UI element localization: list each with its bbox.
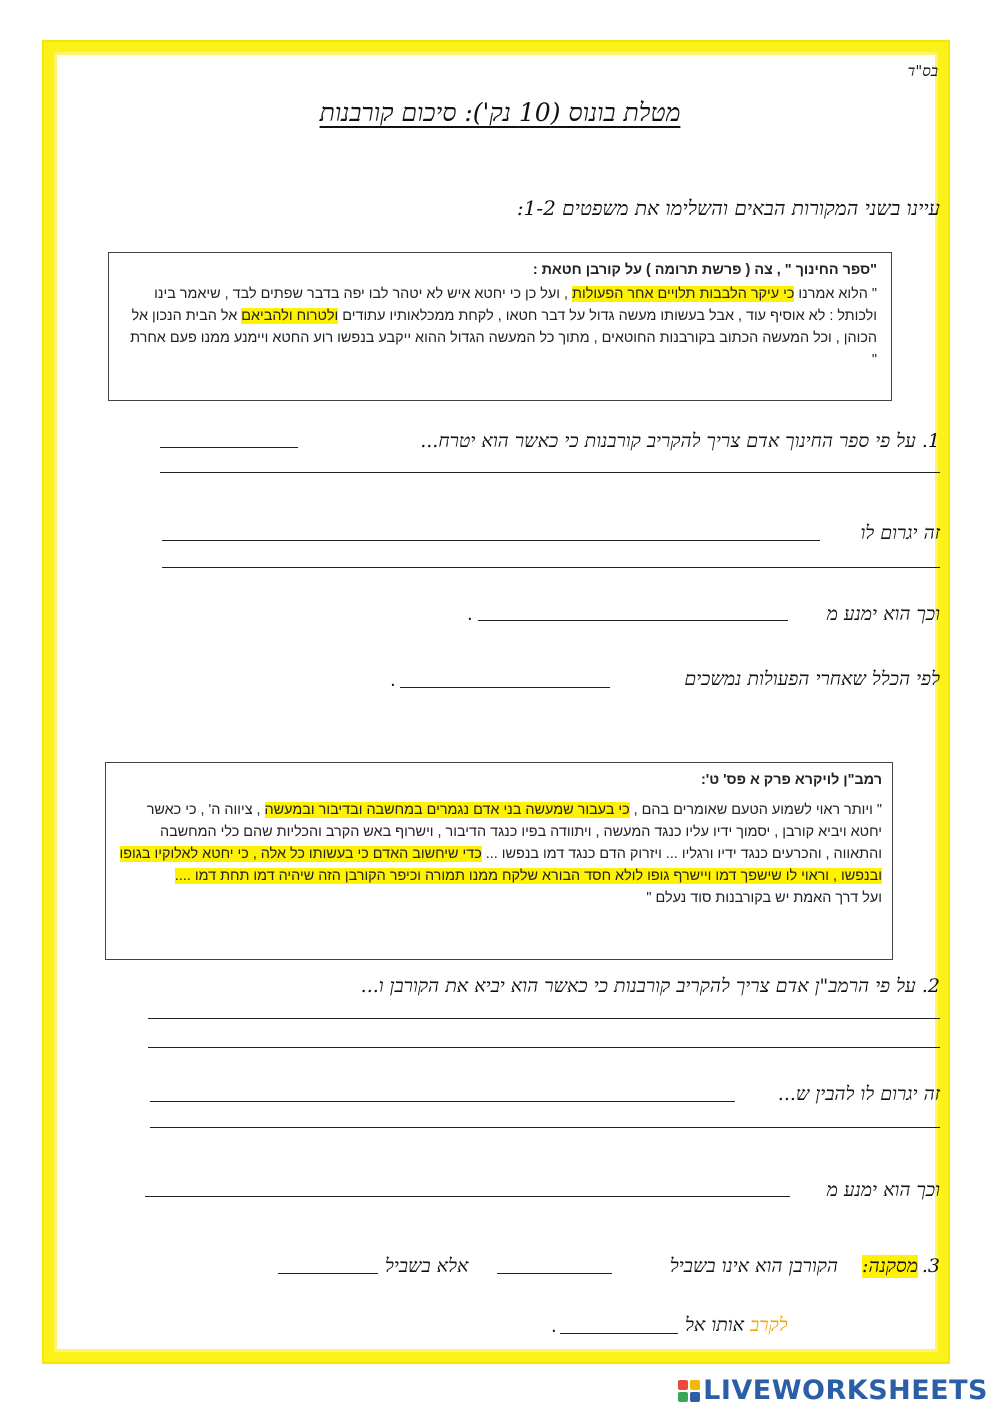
page-title: מטלת בונוס (10 נק'): סיכום קורבנות (319, 98, 681, 127)
q3-part1: הקורבן הוא אינו בשביל (669, 1255, 838, 1277)
q3-part2: אלא בשביל (385, 1255, 469, 1277)
q2-prevent-prompt: וכך הוא ימנע מ (826, 1179, 940, 1201)
highlighted-text: ולטרוח ולהביאם (241, 308, 339, 324)
source-text (116, 799, 882, 909)
bsd-mark: בס"ד (907, 62, 938, 80)
q2-effect-prompt: זה יגרום לו להבין ש... (777, 1083, 940, 1105)
q3-conclusion-label: מסקנה: (862, 1255, 918, 1277)
text-segment: " ויותר ראוי לשמוע הטעם שאומרים בהם , (629, 802, 882, 818)
source-heading: "ספר החינוך " , צה ( פרשת תרומה ) על קורבן חטאת : (532, 262, 877, 278)
period: . (467, 604, 473, 625)
q3-number: 3. (921, 1255, 940, 1277)
text-segment: ועל דרך האמת יש בקורבנות סוד נעלם " (646, 890, 882, 906)
text-segment: , ציווה ה' , כי כאשר יחטא ויביא קורבן , יסמוך ידיו עליו כנגד המעשה , ויתוודה בפיו כנגד הדיבור , וישרוף באש הקרב והכליות שהם כלי המחשבה והתאווה , והכרעים כנגד ידיו ורגליו ... ויזרוק הדם כנגד דמו בנפשו ... (146, 802, 882, 862)
q1-prompt: 1. על פי ספר החינוך אדם צריך להקריב קורבנות כי כאשר הוא יטרח... (420, 430, 940, 452)
q3-blank-1[interactable] (497, 1273, 612, 1274)
text-segment: " הלוא אמרנו (794, 286, 877, 302)
q1-effect-prompt: זה יגרום לו (860, 522, 940, 544)
logo-text: LIVEWORKSHEETS (703, 1375, 988, 1406)
q1-blank-3[interactable] (162, 540, 820, 541)
q1-rule-prompt: לפי הכלל שאחרי הפעולות נמשכים (684, 668, 940, 690)
q1-blank-2[interactable] (160, 472, 940, 473)
q3-line2-text: אותו אל (685, 1314, 745, 1336)
q2-blank-2[interactable] (148, 1047, 940, 1048)
page-frame (44, 42, 948, 1362)
source-heading: רמב"ן לויקרא פרק א פס' ט': (701, 772, 882, 788)
q1-blank-5[interactable] (478, 620, 788, 621)
text-segment: , ועל כן כי יחטא איש לא יטהר לבו יפה בדבר שפתים לבד , שיאמר בינו ולכותל : לא אוסיף עוד , אבל בעשותו מעשה גדול על דבר חטאו , לקחת ממכלאותיו עתודים (154, 286, 877, 324)
q3-highlight-word: לקרב (750, 1314, 788, 1336)
source-text (129, 283, 877, 371)
q2-prompt: 2. על פי הרמב"ן אדם צריך להקריב קורבנות כי כאשר הוא יביא את הקורבן ו... (360, 975, 940, 997)
period: . (551, 1316, 557, 1337)
period: . (390, 670, 396, 691)
q3-line2 (685, 1314, 788, 1337)
logo-icon (678, 1380, 700, 1402)
q2-blank-5[interactable] (145, 1196, 790, 1197)
source-box-ramban (105, 762, 893, 960)
q2-blank-4[interactable] (150, 1127, 940, 1128)
q1-blank-4[interactable] (162, 567, 940, 568)
highlighted-text: כי בעבור שמעשה בני אדם נגמרים במחשבה ובדיבור ובמעשה (264, 802, 630, 818)
highlighted-text: כי עיקר הלבבות תלויים אחר הפעולות (572, 286, 795, 302)
q3-blank-2[interactable] (278, 1273, 378, 1274)
q3-blank-3[interactable] (560, 1333, 678, 1334)
instructions: עיינו בשני המקורות הבאים והשלימו את משפטים 1-2: (516, 196, 940, 220)
q2-blank-1[interactable] (148, 1018, 940, 1019)
q2-blank-3[interactable] (150, 1101, 735, 1102)
q1-prevent-prompt: וכך הוא ימנע מ (826, 603, 940, 625)
q1-blank-6[interactable] (400, 687, 610, 688)
liveworksheets-logo[interactable] (678, 1375, 988, 1406)
text-segment: אל הבית הנכון אל הכוהן , וכל המעשה הכתוב בקורבנות החוטאים , מתוך כל המעשה הגדול ההוא ייקבע בנפשו רוע החטא ויימנע ממנו פעם אחרת " (130, 308, 877, 368)
highlighted-text: כדי שיחשוב האדם כי בעשותו כל אלה , כי יחטא לאלוקיו בגופו ובנפשו , וראוי לו שישפך דמו ויישרף גופו לולא חסד הבורא שלקח ממנו תמורה וכיפר הקורבן הזה שיהיה דמו תחת דמו .... (119, 846, 882, 884)
q1-blank-1[interactable] (160, 447, 298, 448)
source-box-sefer-hachinuch (108, 252, 892, 401)
